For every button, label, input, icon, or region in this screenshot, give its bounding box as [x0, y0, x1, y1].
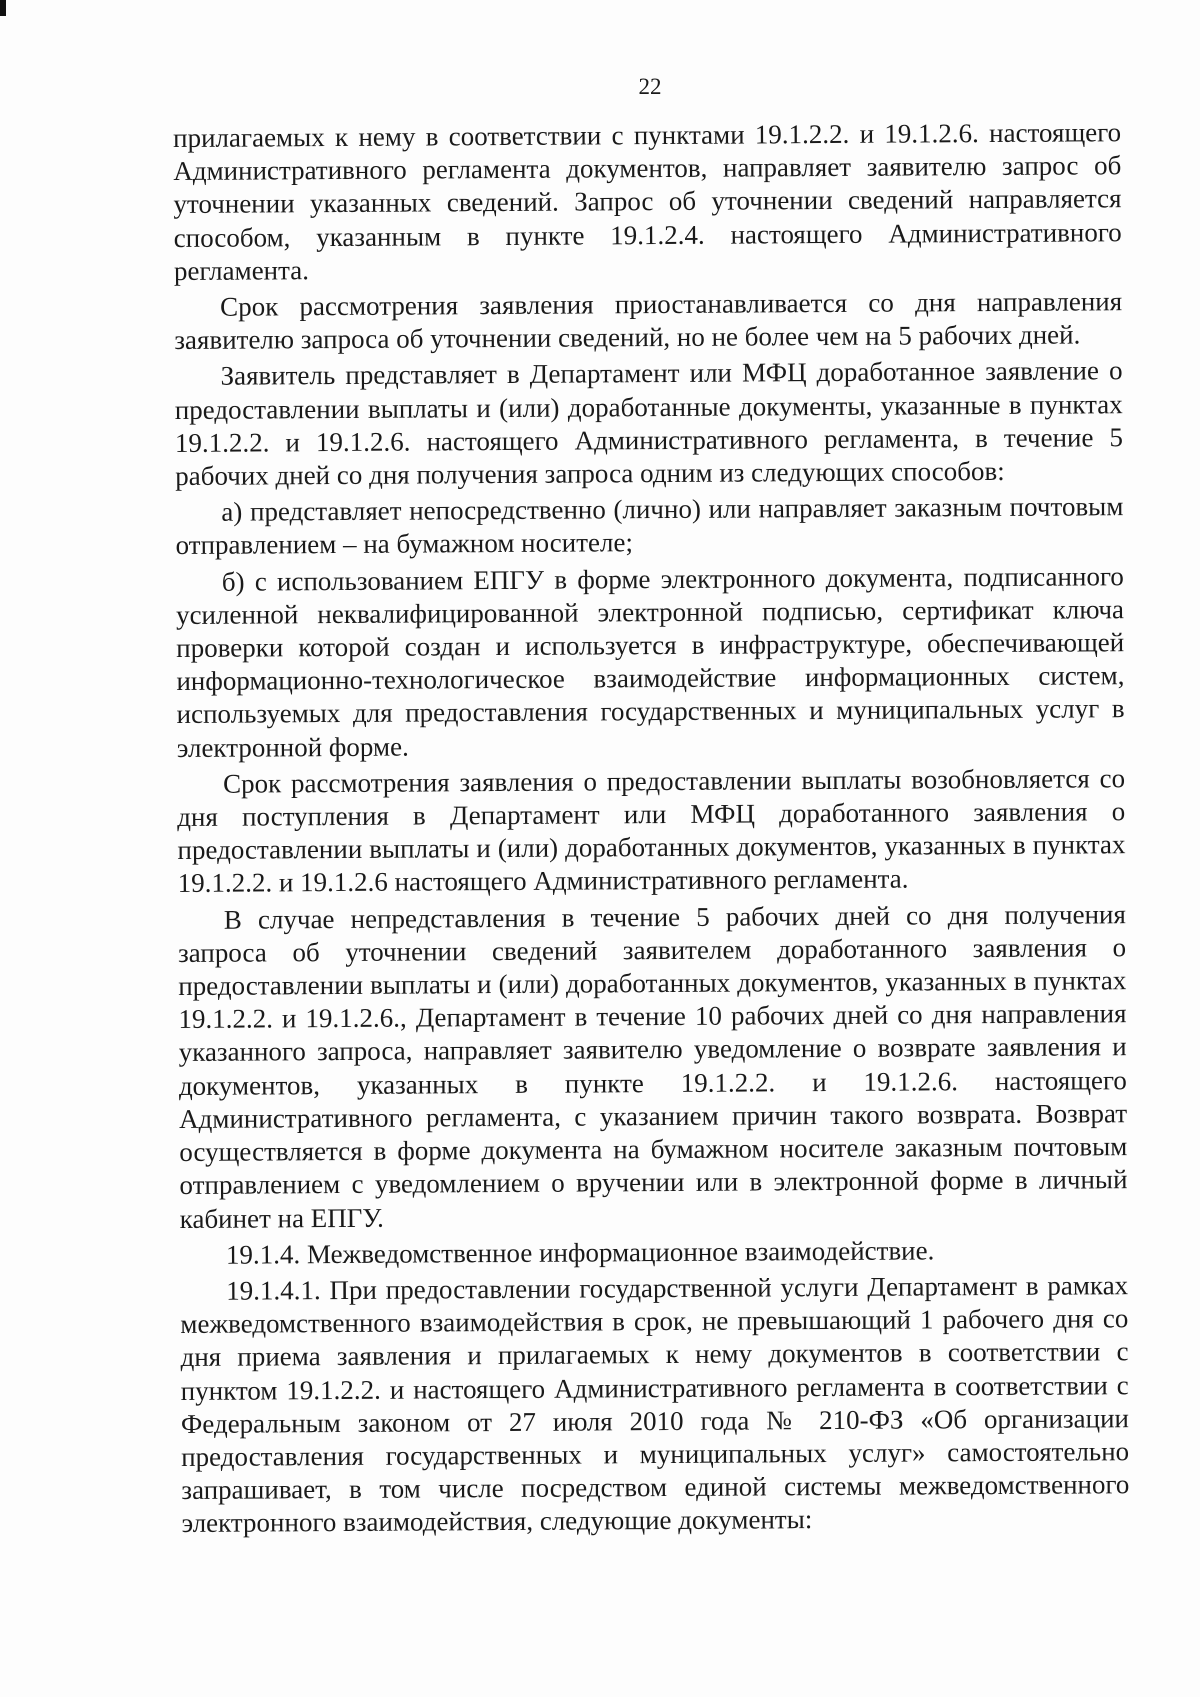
paragraph-term-resumed: Срок рассмотрения заявления о предоставлении выплаты возобновляется со дня поступления в Департамент или МФЦ доработанного заявления о предоставлении выплаты и (или) доработанных документов, указанных в пунктах 19.1.2.2. и 19.1.2.6 настоящего Административного регламента. — [177, 763, 1126, 899]
paragraph-19-1-4-1: 19.1.4.1. При предоставлении государственной услуги Департамент в рамках межведомственного взаимодействия в срок, не превышающий 1 рабочего дня со дня приема заявления и прилагаемых к нему документов в соответствии с пунктом 19.1.2.2. и настоящего Административного регламента в соответствии с Федеральным законом от 27 июля 2010 года № 210-ФЗ «Об организации предоставления государственных и муниципальных услуг» самостоятельно запрашивает, в том числе посредством единой системы межведомственного электронного взаимодействия, следующие документы: — [180, 1270, 1130, 1539]
paragraph-continuation: прилагаемых к нему в соответствии с пунктами 19.1.2.2. и 19.1.2.6. настоящего Административного регламента документов, направляет заявителю запрос об уточнении указанных сведений. Запрос об уточнении сведений направляется способом, указанным в пункте 19.1.2.4. настоящего Административного регламента. — [173, 117, 1122, 286]
section-heading-19-1-4: 19.1.4. Межведомственное информационное взаимодействие. — [225, 1235, 935, 1270]
list-item-b: б) с использованием ЕПГУ в форме электронного документа, подписанного усиленной неквалифицированной электронной подписью, сертификат ключа проверки которой создан и используется в инфраструктуре, обеспечивающей информационно-технологическое взаимодействие информационных систем, используемых для предоставления государственных и муниципальных услуг в электронной форме. — [175, 560, 1125, 763]
page-number: 22 — [638, 74, 662, 99]
document-body — [173, 116, 1130, 1543]
list-item-a: а) представляет непосредственно (лично) или направляет заказным почтовым отправлением – на бумажном носителе; — [175, 491, 1124, 561]
paragraph-non-submission: В случае непредставления в течение 5 рабочих дней со дня получения запроса об уточнении сведений заявителем доработанного заявления о предоставлении выплаты и (или) доработанных документов, указанных в пунктах 19.1.2.2. и 19.1.2.6., Департамент в течение 10 рабочих дней со дня направления указанного запроса, направляет заявителю уведомление о возврате заявления и документов, указанных в пункте 19.1.2.2. и 19.1.2.6. настоящего Административного регламента, с указанием причин такого возврата. Возврат осуществляется в форме документа на бумажном носителе заказным почтовым отправлением с уведомлением о вручении или в электронной форме в личный кабинет на ЕПГУ. — [177, 898, 1128, 1234]
paragraph-suspension-term: Срок рассмотрения заявления приостанавливается со дня направления заявителю запроса об уточнении сведений, но не более чем на 5 рабочих дней. — [174, 286, 1123, 356]
paragraph-applicant-submits: Заявитель представляет в Департамент или МФЦ доработанное заявление о предоставлении выплаты и (или) доработанные документы, указанные в пунктах 19.1.2.2. и 19.1.2.6. настоящего Административного регламента, в течение 5 рабочих дней со дня получения запроса одним из следующих способов: — [174, 355, 1124, 492]
scan-edge-mark — [0, 0, 6, 16]
